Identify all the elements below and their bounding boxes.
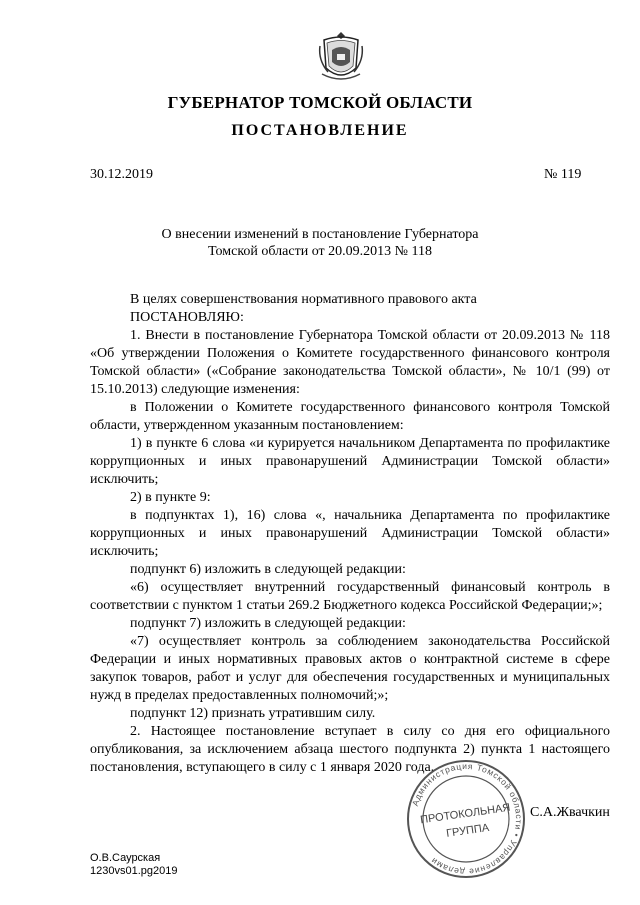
document-type: ПОСТАНОВЛЕНИЕ [231, 122, 409, 139]
subject-line-2: Томской области от 20.09.2013 № 118 [208, 244, 432, 259]
document-body [90, 291, 610, 777]
signature-name: С.А.Жвачкин [530, 805, 610, 820]
paragraph-subpoint-6-intro: подпункт 6) изложить в следующей редакции: [130, 562, 406, 577]
paragraph-item-1: 1. Внести в постановление Губернатора Томской области от 20.09.2013 № 118 «Об утверждении Положения о Комитете государственного финансового контроля Томской области» («Собрание законодательства Томской области», № 10/1 (99) от 15.10.2013) следующие изменения: [90, 328, 610, 397]
document-date: 30.12.2019 [90, 167, 153, 182]
paragraph-item-2: 2. Настоящее постановление вступает в силу со дня его официального опубликования, за исключением абзаца шестого подпункта 2) пункта 1 настоящего постановления, вступающего в силу с 1 января 2020 года. [90, 724, 610, 775]
stamp-center-line-2: ГРУППА [445, 821, 490, 840]
paragraph-decree: ПОСТАНОВЛЯЮ: [130, 310, 244, 325]
document-subject [0, 226, 640, 260]
paragraph-point-9: 2) в пункте 9: [130, 490, 211, 505]
executor-file: 1230vs01.pg2019 [90, 865, 178, 877]
executor-info [90, 852, 177, 878]
paragraph-subpoint-7-intro: подпункт 7) изложить в следующей редакции: [130, 616, 406, 631]
document-authority: ГУБЕРНАТОР ТОМСКОЙ ОБЛАСТИ [167, 93, 473, 112]
protocol-group-stamp [404, 757, 528, 881]
paragraph-point-6: 1) в пункте 6 слова «и курируется начальником Департамента по профилактике коррупционных и иных правонарушений Администрации Томской области» исключить; [90, 436, 610, 487]
subject-line-1: О внесении изменений в постановление Губернатора [161, 227, 479, 242]
document-number: № 119 [544, 167, 582, 182]
paragraph-subpoint-7-text: «7) осуществляет контроль за соблюдением законодательства Российской Федерации и иных нормативных правовых актов о контрактной системе в сфере закупок товаров, работ и услуг для обеспечения государственных и муниципальных нужд в пределах предоставленных полномочий;»; [90, 634, 610, 703]
stamp-ring-text: Администрация Томской области • Управление делами [409, 760, 525, 878]
coat-of-arms-emblem [318, 28, 364, 86]
stamp-center-line-1: ПРОТОКОЛЬНАЯ [419, 801, 512, 827]
paragraph-subpoint-12: подпункт 12) признать утратившим силу. [130, 706, 376, 721]
executor-name: О.В.Саурская [90, 852, 161, 864]
paragraph-position: в Положении о Комитете государственного финансового контроля Томской области, утвержденном указанным постановлением: [90, 400, 610, 433]
paragraph-subpoint-6-text: «6) осуществляет внутренний государственный финансовый контроль в соответствии с пунктом 1 статьи 269.2 Бюджетного кодекса Российской Федерации;»; [90, 580, 610, 613]
paragraph-subpoints-1-16: в подпунктах 1), 16) слова «, начальника Департамента по профилактике коррупционных и иных правонарушений Администрации Томской области» исключить; [90, 508, 610, 559]
paragraph-preamble: В целях совершенствования нормативного правового акта [130, 292, 477, 307]
